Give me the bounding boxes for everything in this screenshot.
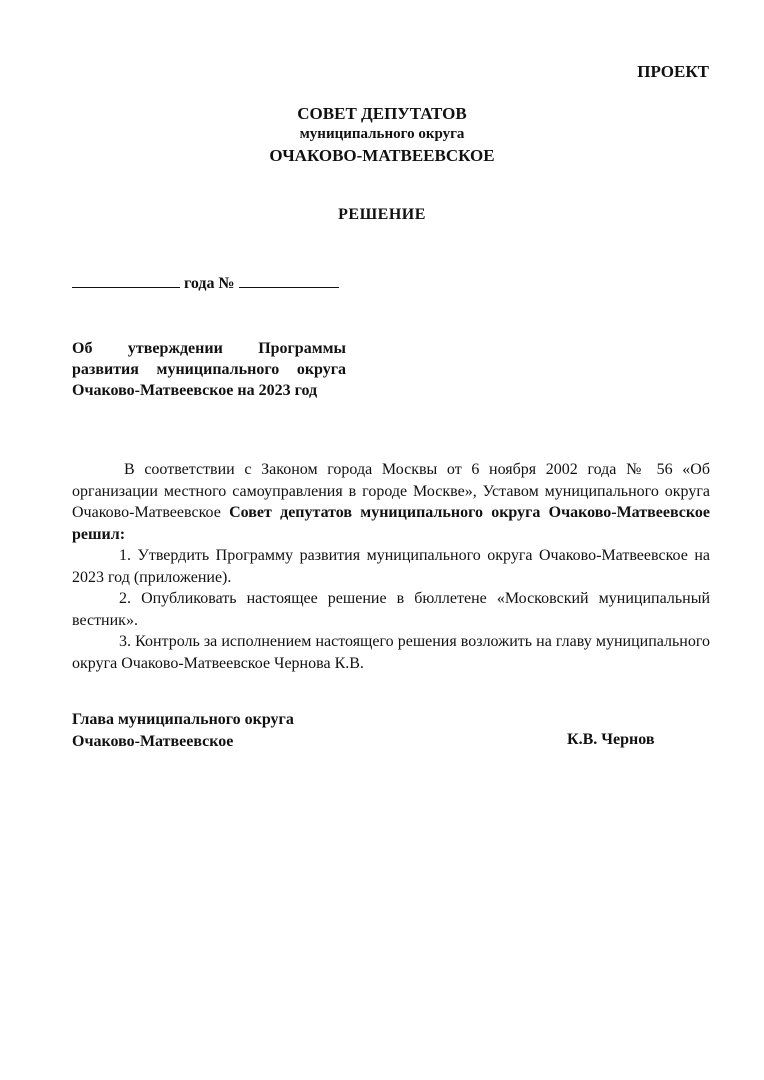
decision-item-2: 2. Опубликовать настоящее решение в бюллетене «Московский муниципальный вестник». xyxy=(72,590,710,629)
signatory-position xyxy=(72,709,294,753)
document-subject: Об утверждении Программы развития муниципального округа Очаково-Матвеевское на 2023 год xyxy=(72,340,346,399)
signatory-name: К.В. Чернов xyxy=(567,731,655,748)
preamble-text: В соответствии с Законом города Москвы от 6 ноября 2002 года № 56 «Об организации местного самоуправления в городе Москве», Уставом муниципального округа Очаково-Матвеевское xyxy=(72,461,710,521)
date-blank xyxy=(72,272,180,288)
draft-label: ПРОЕКТ xyxy=(637,62,709,81)
date-label: года № xyxy=(184,275,235,292)
org-name: ОЧАКОВО-МАТВЕЕВСКОЕ xyxy=(269,146,495,165)
signatory-position-line2: Очаково-Матвеевское xyxy=(72,733,234,750)
preamble-resolution: Совет депутатов муниципального округа Очаково-Матвеевское решил: xyxy=(72,504,711,543)
decision-item-1: 1. Утвердить Программу развития муниципального округа Очаково-Матвеевское на 2023 год (приложение). xyxy=(72,547,710,586)
org-title: СОВЕТ ДЕПУТАТОВ xyxy=(297,104,467,123)
decision-item-3: 3. Контроль за исполнением настоящего решения возложить на главу муниципального округа Очаково-Матвеевское Чернова К.В. xyxy=(72,633,710,672)
date-number-line xyxy=(72,272,339,293)
preamble-paragraph xyxy=(72,459,710,545)
number-blank xyxy=(239,272,339,288)
signatory-position-line1: Глава муниципального округа xyxy=(72,711,294,728)
org-subtitle: муниципального округа xyxy=(299,126,465,142)
document-body xyxy=(72,459,710,674)
document-type: РЕШЕНИЕ xyxy=(338,206,426,223)
